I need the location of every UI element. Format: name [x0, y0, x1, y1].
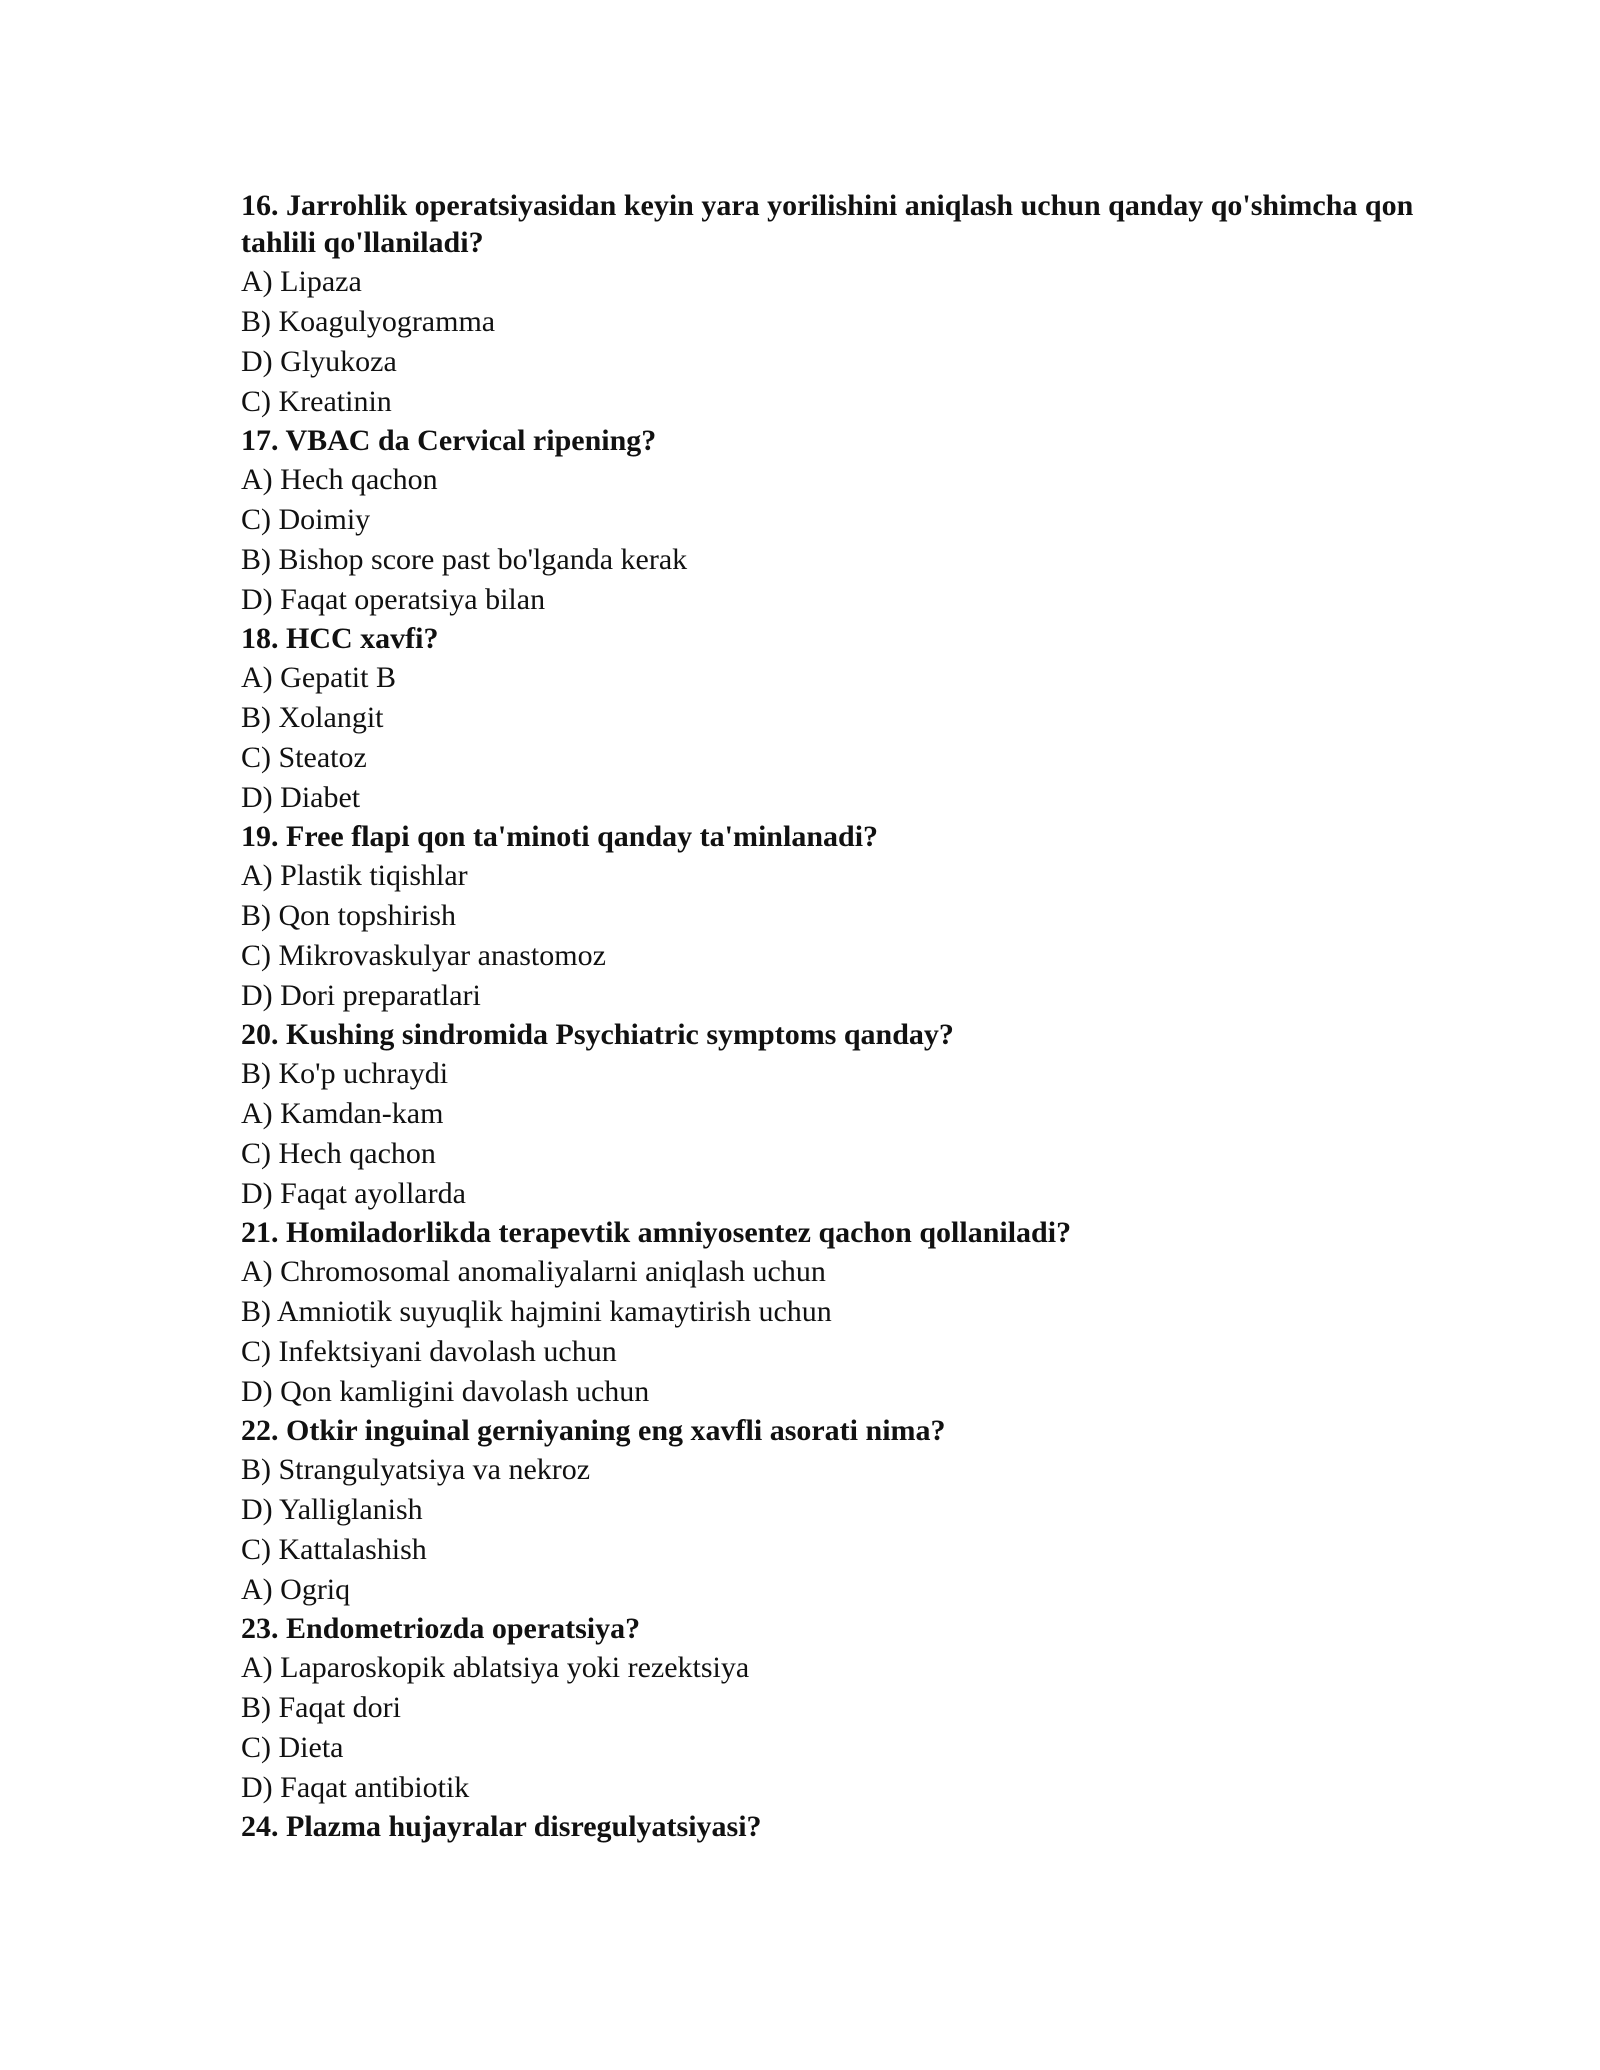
question-text: 21. Homiladorlikda terapevtik amniyosentez qachon qollaniladi? [241, 1216, 1072, 1249]
answer-option: D) Glyukoza [241, 345, 397, 378]
answer-option: B) Amniotik suyuqlik hajmini kamaytirish uchun [241, 1295, 832, 1328]
question-text: 24. Plazma hujayralar disregulyatsiyasi? [241, 1810, 762, 1843]
answer-option: B) Qon topshirish [241, 899, 457, 932]
question-block [241, 1610, 1421, 1808]
answer-option: A) Plastik tiqishlar [241, 859, 468, 892]
question-block [241, 818, 1421, 1016]
question-block [241, 1214, 1421, 1412]
question-text: 17. VBAC da Cervical ripening? [241, 424, 657, 457]
question-list [241, 187, 1421, 1846]
answer-option: A) Kamdan-kam [241, 1097, 444, 1130]
question-text: 20. Kushing sindromida Psychiatric symptoms qanday? [241, 1018, 954, 1051]
question-block [241, 422, 1421, 620]
answer-option: C) Dieta [241, 1731, 344, 1764]
answer-option: A) Gepatit B [241, 661, 396, 694]
answer-option: C) Doimiy [241, 503, 371, 536]
question-block [241, 187, 1421, 422]
answer-option: B) Faqat dori [241, 1691, 401, 1724]
answer-option: D) Yalliglanish [241, 1493, 423, 1526]
question-block [241, 1808, 1421, 1845]
question-text: 16. Jarrohlik operatsiyasidan keyin yara yorilishini aniqlash uchun qanday qo'shimcha qon tahlili qo'llaniladi? [241, 189, 1414, 259]
question-block [241, 620, 1421, 818]
answer-option: D) Faqat operatsiya bilan [241, 583, 546, 616]
answer-option: C) Infektsiyani davolash uchun [241, 1335, 617, 1368]
answer-option: C) Kattalashish [241, 1533, 427, 1566]
answer-option: D) Dori preparatlari [241, 979, 481, 1012]
answer-option: D) Diabet [241, 781, 361, 814]
answer-option: A) Lipaza [241, 265, 362, 298]
answer-option: A) Laparoskopik ablatsiya yoki rezektsiya [241, 1651, 750, 1684]
answer-option: B) Xolangit [241, 701, 384, 734]
answer-option: B) Strangulyatsiya va nekroz [241, 1453, 591, 1486]
answer-option: C) Mikrovaskulyar anastomoz [241, 939, 606, 972]
question-text: 22. Otkir inguinal gerniyaning eng xavfli asorati nima? [241, 1414, 946, 1447]
answer-option: C) Kreatinin [241, 385, 392, 418]
answer-option: B) Koagulyogramma [241, 305, 496, 338]
answer-option: C) Hech qachon [241, 1137, 436, 1170]
answer-option: A) Chromosomal anomaliyalarni aniqlash uchun [241, 1255, 826, 1288]
question-block [241, 1412, 1421, 1610]
answer-option: D) Qon kamligini davolash uchun [241, 1375, 650, 1408]
answer-option: B) Bishop score past bo'lganda kerak [241, 543, 688, 576]
answer-option: A) Hech qachon [241, 463, 438, 496]
answer-option: C) Steatoz [241, 741, 367, 774]
question-text: 23. Endometriozda operatsiya? [241, 1612, 641, 1645]
answer-option: A) Ogriq [241, 1573, 351, 1606]
question-text: 18. HCC xavfi? [241, 622, 439, 655]
question-block [241, 1016, 1421, 1214]
answer-option: B) Ko'p uchraydi [241, 1057, 449, 1090]
answer-option: D) Faqat antibiotik [241, 1771, 470, 1804]
answer-option: D) Faqat ayollarda [241, 1177, 466, 1210]
question-text: 19. Free flapi qon ta'minoti qanday ta'minlanadi? [241, 820, 879, 853]
